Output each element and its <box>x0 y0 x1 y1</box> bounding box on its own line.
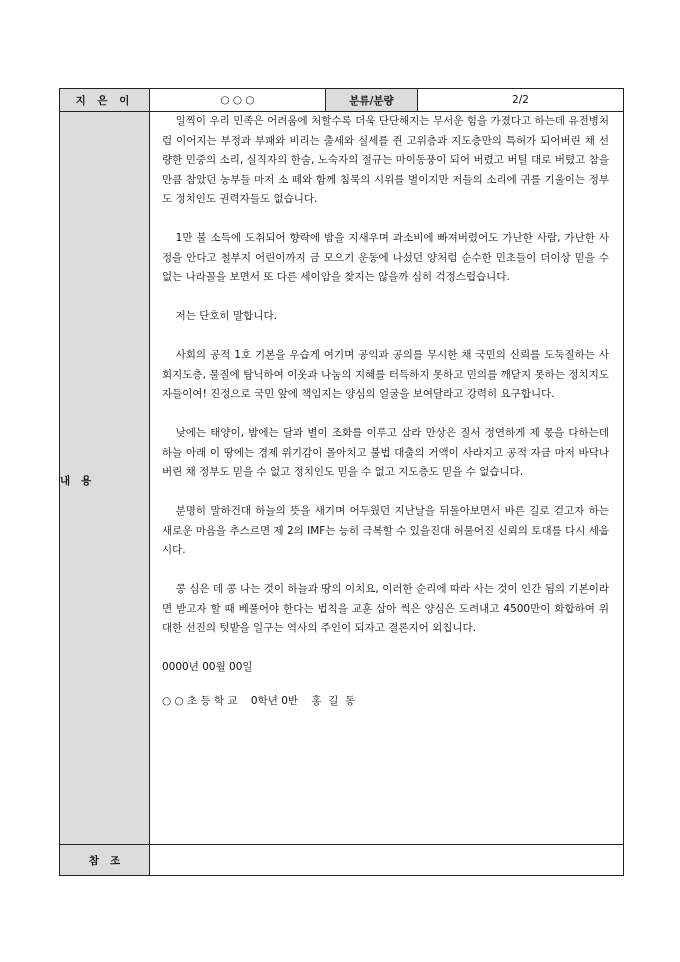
date-line: 0000년 00월 00일 <box>162 661 253 673</box>
reference-row <box>60 845 624 876</box>
content-label-text: 내 용 <box>60 474 92 487</box>
paragraph-2: 1만 불 소득에 도취되어 향락에 밤을 지새우며 과소비에 빠져버렸어도 가난한 사람, 가난한 사정을 안다고 철부지 어린이까지 금 모으기 운동에 나섰던 양처럼 순수한 민초들이 더이상 믿을 수 없는 나라꼴을 보면서 또 다른 세이암을 찾지는 않을까 심히 걱정스럽습니다. <box>162 232 609 283</box>
content-label <box>60 112 150 845</box>
content-row <box>60 112 624 845</box>
signature-line: ○ ○ 초 등 학 교 0학년 0반 홍 길 동 <box>162 694 356 707</box>
category-value: 2/2 <box>418 89 624 112</box>
reference-value <box>150 845 624 876</box>
header-row <box>60 89 624 112</box>
author-value: ○ ○ ○ <box>150 89 326 112</box>
paragraph-7: 콩 심은 데 콩 나는 것이 하늘과 땅의 이치요, 이러한 순리에 따라 사는 것이 인간 됨의 기본이라면 받고자 할 때 베풀어야 한다는 법칙을 교훈 삼아 썩은 양심은 도려내고 4500만이 화합하여 위대한 선진의 텃밭을 일구는 역사의 주인이 되자고 결론지어 외칩니다. <box>162 583 609 634</box>
paragraph-4: 사회의 공적 1호 기본을 우습게 여기며 공익과 공의를 무시한 채 국민의 신뢰를 도둑질하는 사회지도층, 물질에 탐닉하여 이웃과 나눔의 지혜를 터득하지 못하고 민의를 깨닫지 못하는 정치지도자들이여! 진정으로 국민 앞에 책임지는 양심의 얼굴을 보여달라고 강력히 요구합니다. <box>162 349 609 400</box>
paragraph-5: 낮에는 태양이, 밤에는 달과 별이 조화를 이루고 삼라 만상은 질서 정연하게 제 몫을 다하는데 하늘 아래 이 땅에는 경제 위기감이 몰아치고 불법 대출의 거액이 사라지고 공적 자금 마저 바닥나 버린 채 정부도 믿을 수 없고 정치인도 믿을 수 없고 지도층도 믿을 수 없습니다. <box>162 427 609 478</box>
category-label: 분류/분량 <box>326 89 418 112</box>
reference-label-text: 참 조 <box>88 854 121 867</box>
author-label: 지 은 이 <box>60 89 150 112</box>
content-body <box>150 112 624 845</box>
paragraph-1: 일찍이 우리 민족은 어려움에 처할수록 더욱 단단해지는 무서운 힘을 가졌다고 하는데 유전병처럼 이어지는 부정과 부패와 비리는 출세와 실세를 쥔 고위층과 지도층만의 특허가 되어버린 채 선량한 민중의 소리, 실직자의 한숨, 노숙자의 절규는 마이동풍이 되어 버렸고 버틸 대로 버텼고 참을 만큼 참았던 농부들 마저 소 떼와 함께 침묵의 시위를 벌이지만 저들의 소리에 귀를 기울이는 정부도 정치인도 권력자들도 없습니다. <box>162 115 609 205</box>
paragraph-3: 저는 단호히 말합니다. <box>175 310 277 322</box>
essay-form-table <box>59 88 624 876</box>
paragraph-6: 분명히 말하건대 하늘의 뜻을 새기며 어두웠던 지난날을 뒤돌아보면서 바른 길로 걷고자 하는 새로운 마음을 추스르면 제 2의 IMF는 능히 극복할 수 있을진대 허물어진 신뢰의 토대를 다시 세웁시다. <box>162 505 609 556</box>
reference-label <box>60 845 150 876</box>
